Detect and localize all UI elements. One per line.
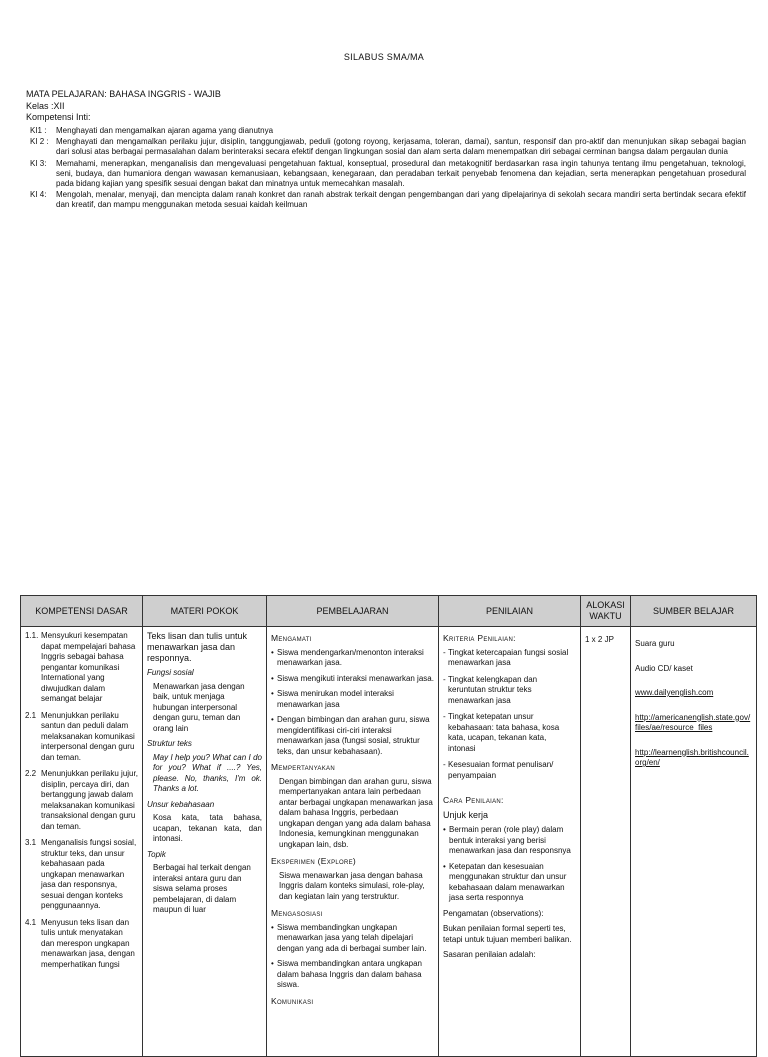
source-link[interactable]: www.dailyenglish.com: [635, 688, 714, 697]
unsur-kebahasaan-text: Kosa kata, tata bahasa, ucapan, tekanan kata, dan intonasi.: [153, 813, 262, 843]
list-item-text: Tingkat ketercapaian fungsi sosial menawarkan jasa: [448, 647, 569, 667]
list-item-text: Tingkat kelengkapan dan keruntutan struktur teks menawarkan jasa: [448, 674, 538, 705]
kd-text: Mensyukuri kesempatan dapat mempelajari bahasa Inggris sebagai bahasa pengantar komunikasi International yang diwujudkan dalam semangat belajar: [41, 631, 136, 703]
ki-text: Mengolah, menalar, menyaji, dan mencipta dalam ranah konkret dan ranah abstrak terkait dengan pengembangan dari yang dipelajarinya di sekolah secara mandiri serta bertindak secara efektif dan kreatif, dan mampu menggunakan metoda sesuai kaidah keilmuan: [56, 190, 746, 210]
bullet-icon: •: [271, 715, 274, 724]
source-item: Audio CD/ kaset: [635, 663, 693, 673]
list-item-text: Siswa menirukan model interaksi menawarkan jasa: [277, 689, 394, 709]
kd-number: 4.1: [25, 917, 37, 927]
kd-number: 3.1: [25, 838, 37, 847]
spacer: [443, 787, 576, 793]
cell-materi-pokok: [143, 627, 267, 1057]
core-competence-heading: Kompetensi Inti:: [26, 112, 91, 122]
mempertanyakan-heading: Mempertanyakan: [271, 762, 335, 772]
ki-item-1: [26, 126, 746, 136]
class-line: Kelas :XII: [26, 100, 65, 111]
list-item: [443, 675, 576, 707]
dash-icon: -: [443, 760, 446, 769]
ki-label: KI 4:: [30, 190, 47, 200]
topik-label: Topik: [147, 849, 166, 859]
fungsi-sosial-text: Menawarkan jasa dengan baik, untuk menjaga hubungan interpersonal dengan guru, teman dan orang lain: [153, 681, 245, 733]
cara-penilaian-heading: Cara Penilaian:: [443, 795, 504, 805]
list-item-text: Siswa mengikuti interaksi menawarkan jasa.: [277, 673, 434, 683]
header-materi-pokok: MATERI POKOK: [143, 596, 267, 627]
ki-label: KI 3:: [30, 158, 47, 168]
kd-number: 2.2: [25, 769, 37, 778]
bukan-text: Bukan penilaian formal seperti tes, tetapi untuk tujuan memberi balikan.: [443, 924, 572, 944]
list-item-text: Dengan bimbingan dan arahan guru, siswa mengidentifikasi ciri-ciri interaksi menawarkan jasa (fungsi sosial, struktur teks, dan unsur kebahasaan).: [277, 715, 430, 756]
kriteria-heading: Kriteria Penilaian:: [443, 633, 516, 643]
cell-pembelajaran: [267, 627, 439, 1057]
subject-line: MATA PELAJARAN: BAHASA INGGRIS - WAJIB: [26, 89, 221, 99]
header-kompetensi-dasar: KOMPETENSI DASAR: [21, 596, 143, 627]
header-pembelajaran: PEMBELAJARAN: [267, 596, 439, 627]
list-item: [443, 825, 576, 857]
kd-text: Menunjukkan perilaku santun dan peduli dalam melaksanakan komunikasi interpersonal dengan guru dan teman.: [41, 710, 135, 762]
ki-item-4: [26, 190, 746, 210]
list-item: [271, 648, 434, 669]
struktur-teks-text: May I help you? What can I do for you? What if ....? Yes, please. No, thanks, I'm ok. Thanks a lot.: [153, 752, 262, 793]
list-item-text: Bermain peran (role play) dalam bentuk interaksi yang berisi menawarkan jasa dan responsnya: [449, 825, 571, 855]
list-item: [271, 715, 434, 757]
kd-number: 2.1: [25, 710, 37, 720]
kd-item: [25, 631, 138, 705]
struktur-teks-label: Struktur teks: [147, 739, 192, 748]
bullet-icon: •: [443, 825, 446, 834]
cell-kompetensi-dasar: [21, 627, 143, 1057]
eksperimen-text: Siswa menawarkan jasa dengan bahasa Inggris dalam konteks simulasi, role-play, dan kegiatan lain yang terstruktur.: [279, 870, 425, 901]
ki-item-3: [26, 159, 746, 190]
mengamati-heading: Mengamati: [271, 633, 312, 643]
pengamatan-label: Pengamatan (observations):: [443, 908, 544, 918]
kd-item: [25, 769, 138, 832]
list-item: [443, 648, 576, 669]
kd-number: 1.1.: [25, 631, 39, 640]
ki-text: Menghayati dan mengamalkan perilaku jujur, disiplin, tanggungjawab, peduli (gotong royong, kerjasama, toleran, damai), santun, responsif dan pro-aktif dan menunjukan sikap sebagai bagian dari solusi atas berbagai permasalahan dalam berinteraksi secara efektif dengan lingkungan sosial dan alam serta dalam menempatkan diri sebagai cerminan bangsa dalam pergaulan dunia: [56, 137, 746, 157]
komunikasi-heading: Komunikasi: [271, 995, 314, 1006]
ki-label: KI 2 :: [30, 137, 49, 147]
list-item: [271, 674, 434, 685]
list-item: [443, 712, 576, 754]
list-item-text: Siswa mendengarkan/menonton interaksi menawarkan jasa.: [277, 647, 424, 667]
ki-item-2: [26, 137, 746, 157]
unjuk-kerja-label: Unjuk kerja: [443, 809, 489, 820]
unsur-kebahasaan-label: Unsur kebahasaan: [147, 799, 215, 809]
page-title: SILABUS SMA/MA: [343, 52, 425, 62]
cell-sumber-belajar: [631, 627, 757, 1057]
list-item: [271, 923, 434, 955]
dash-icon: -: [443, 647, 446, 657]
kd-text: Menganalisis fungsi sosial, struktur teks, dan unsur kebahasaan pada ungkapan menawarkan jasa dan responsnya, sesuai dengan konteks penggunaannya.: [41, 838, 137, 910]
list-item: [443, 862, 576, 904]
mengasosiasi-heading: Mengasosiasi: [271, 908, 323, 918]
bullet-icon: •: [443, 861, 446, 871]
document-meta: [26, 89, 746, 124]
cell-alokasi-waktu: [581, 627, 631, 1057]
list-item-text: Kesesuaian format penulisan/ penyampaian: [448, 760, 554, 780]
table-header-row: [21, 596, 757, 627]
ki-text: Memahami, menerapkan, menganalisis dan mengevaluasi pengetahuan faktual, konseptual, prosedural dan metakognitif berdasarkan rasa ingin tahunya tentang ilmu pengetahuan, teknologi, seni, budaya, dan humaniora dengan wawasan kemanusiaan, kebangsaan, kenegaraan, dan peradaban terkait penyebab fenomena dan kejadian, serta menerapkan pengetahuan prosedural pada bidang kajian yang spesifik sesuai dengan bakat dan minatnya untuk memecahkan masalah.: [56, 158, 746, 189]
mempertanyakan-text: Dengan bimbingan dan arahan guru, siswa mempertanyakan antara lain perbedaan antar berbagai ungkapan menawarkan jasa dalam bahasa Inggris, perbedaan ungkapan dengan yang ada dalam bahasa Indonesia, kemungkinan menggunakan ungkapan lain, dsb.: [279, 776, 433, 849]
list-item: [271, 959, 434, 991]
eksperimen-heading: Eksperimen (Explore): [271, 856, 357, 866]
list-item-text: Ketepatan dan kesesuaian menggunakan struktur dan unsur kebahasaan dalam menawarkan jasa serta responnya: [449, 861, 567, 902]
alokasi-value: 1 x 2 JP: [585, 635, 614, 644]
bullet-icon: •: [271, 673, 274, 683]
materi-heading: Teks lisan dan tulis untuk menawarkan jasa dan responnya.: [147, 631, 248, 663]
source-link[interactable]: http://americanenglish.state.gov/files/ae/resource_files: [635, 712, 751, 732]
header-sumber-belajar: SUMBER BELAJAR: [631, 596, 757, 627]
syllabus-table: [20, 595, 757, 1057]
bullet-icon: •: [271, 922, 274, 932]
kd-item: [25, 711, 138, 764]
list-item: [443, 760, 576, 781]
list-item-text: Tingkat ketepatan unsur kebahasaan: tata bahasa, kosa kata, ucapan, tekanan kata, intonasi: [448, 712, 560, 753]
list-item: [271, 689, 434, 710]
dash-icon: -: [443, 674, 446, 684]
bullet-icon: •: [271, 647, 274, 657]
cell-penilaian: [439, 627, 581, 1057]
header-penilaian: PENILAIAN: [439, 596, 581, 627]
kd-text: Menyusun teks lisan dan tulis untuk menyatakan dan merespon ungkapan menawarkan jasa, dengan memperhatikan fungsi: [41, 917, 135, 969]
header-alokasi-waktu: ALOKASI WAKTU: [581, 596, 631, 627]
kd-item: [25, 918, 138, 971]
fungsi-sosial-label: Fungsi sosial: [147, 668, 194, 677]
dash-icon: -: [443, 712, 446, 721]
kd-text: Menunjukkan perilaku jujur, disiplin, percaya diri, dan bertanggung jawab dalam melaksanakan komunikasi transaksional dengan guru dan teman.: [41, 769, 138, 831]
list-item-text: Siswa membandingkan ungkapan menawarkan jasa yang telah dipelajari dengan yang ada di berbagai sumber lain.: [277, 922, 427, 953]
kd-item: [25, 838, 138, 912]
bullet-icon: •: [271, 689, 274, 698]
source-item: Suara guru: [635, 639, 675, 648]
ki-text: Menghayati dan mengamalkan ajaran agama yang dianutnya: [56, 126, 274, 135]
bullet-icon: •: [271, 959, 274, 968]
source-link[interactable]: http://learnenglish.britishcouncil.org/en/: [635, 747, 749, 767]
sasaran-text: Sasaran penilaian adalah:: [443, 950, 536, 959]
core-competence-list: [26, 126, 746, 212]
ki-label: KI1 :: [30, 126, 47, 135]
topik-text: Berbagai hal terkait dengan interaksi antara guru dan siswa selama proses pembelajaran, di dalam maupun di luar: [153, 863, 251, 914]
list-item-text: Siswa membandingkan antara ungkapan dalam bahasa Inggris dan dalam bahasa siswa.: [277, 959, 422, 989]
table-row: [21, 627, 757, 1057]
